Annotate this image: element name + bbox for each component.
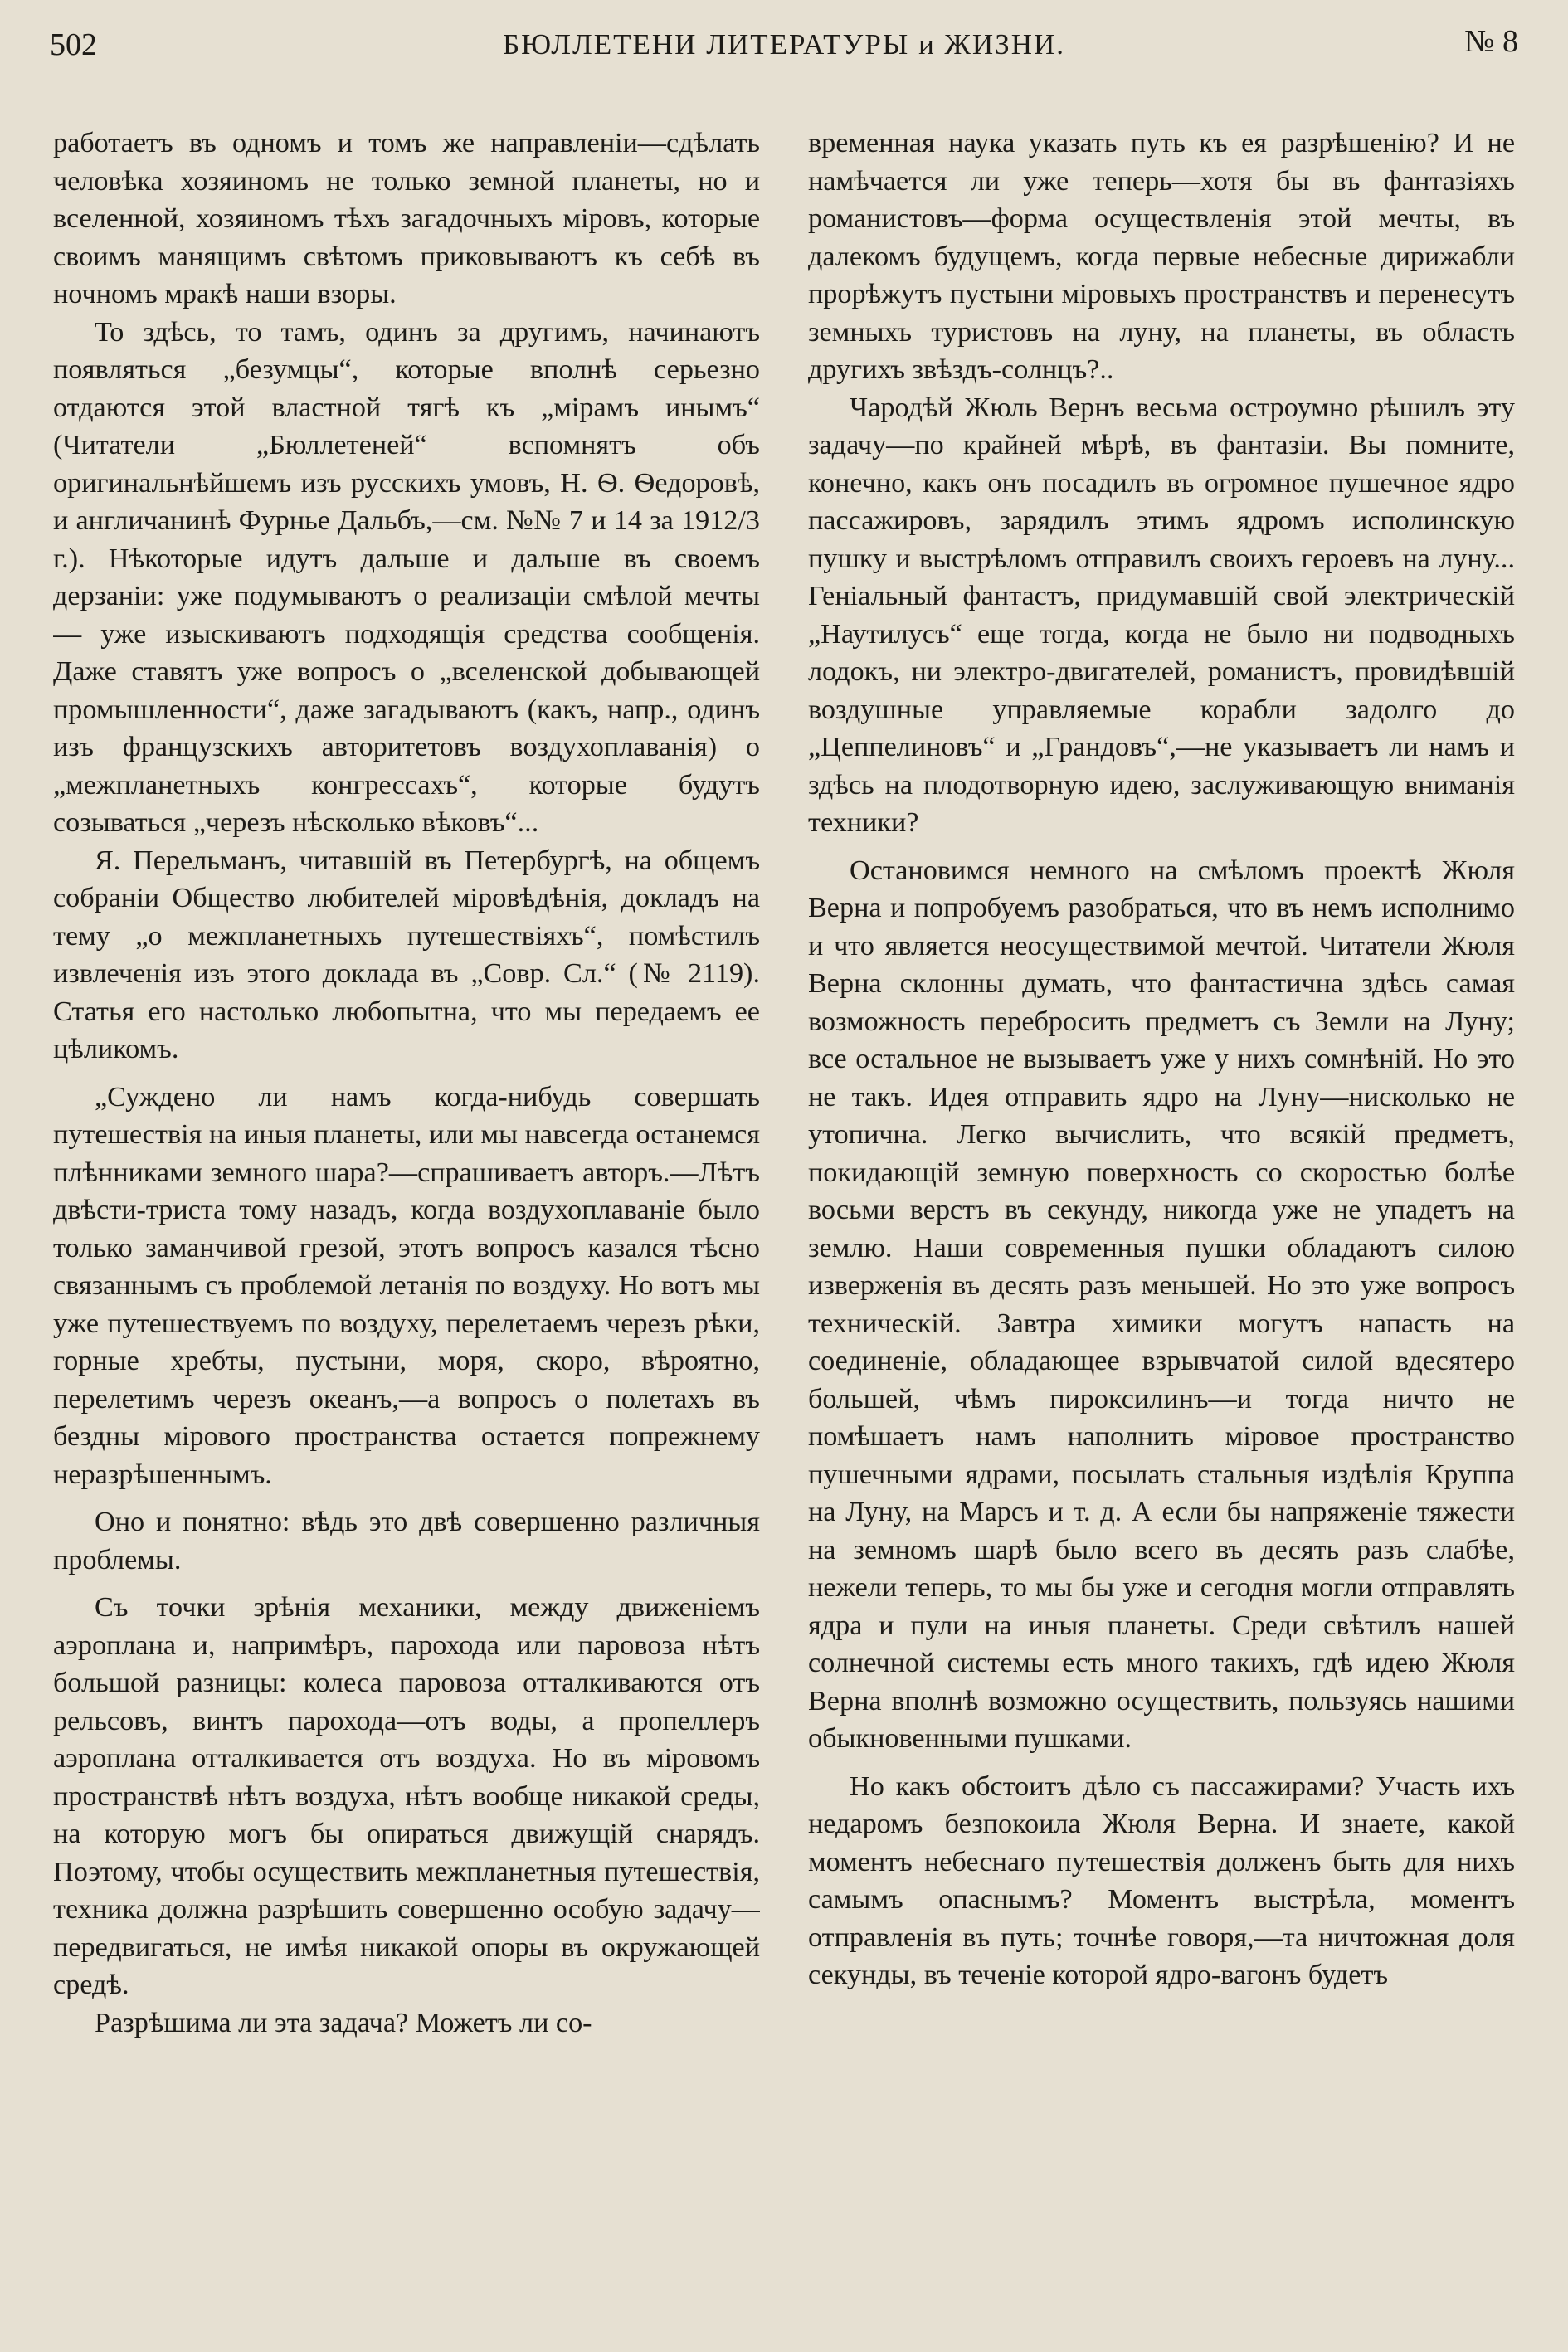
paragraph: Разрѣшима ли эта задача? Можетъ ли со- (95, 2007, 592, 2038)
right-column (808, 124, 1515, 2315)
text-columns (53, 124, 1515, 2315)
paragraph: Я. Перельманъ, читавшiй въ Петербургѣ, на общемъ собранiи Общество любителей мiровѣдѣнiя, докладъ на тему „о межпланетныхъ путешествiяхъ“, помѣстилъ извлеченiя изъ этого доклада въ „Совр. Сл.“ (№ 2119). Статья его настолько любопытна, что мы передаемъ ее цѣликомъ. (53, 845, 760, 1064)
running-title: БЮЛЛЕТЕНИ ЛИТЕРАТУРЫ и ЖИЗНИ. (502, 28, 1066, 61)
page-number: 502 (50, 27, 97, 62)
issue-number: № 8 (1464, 24, 1518, 59)
paragraph: То здѣсь, то тамъ, одинъ за другимъ, начинаютъ появляться „безумцы“, которые вполнѣ серьезно отдаются этой властной тягѣ къ „мiрамъ инымъ“ (Читатели „Бюллетеней“ вспомнятъ объ оригинальнѣйшемъ изъ русскихъ умовъ, Н. Ѳ. Ѳедоровѣ, и англичанинѣ Фурнье Дальбъ,—см. №№ 7 и 14 за 1912/3 г.). Нѣкоторые идутъ дальше и дальше въ своемъ дерзанiи: уже подумываютъ о реализацiи смѣлой мечты — уже изыскиваютъ подходящiя средства сообщенiя. Даже ставятъ уже вопросъ о „вселенской добывающей промышленности“, даже загадываютъ (какъ, напр., одинъ изъ французскихъ авторитетовъ воздухоплаванiя) о „межпланетныхъ конгрессахъ“, которые будутъ созываться „черезъ нѣсколько вѣковъ“... (53, 316, 760, 838)
paragraph: Чародѣй Жюль Вернъ весьма остроумно рѣшилъ эту задачу—по крайней мѣрѣ, въ фантазiи. Вы помните, конечно, какъ онъ посадилъ въ огромное пушечное ядро пассажировъ, зарядилъ этимъ ядромъ исполинскую пушку и выстрѣломъ отправилъ своихъ героевъ на луну... Генiальный фантастъ, придумавшiй свой электрическiй „Наутилусъ“ еще тогда, когда не было ни подводныхъ лодокъ, ни электро-двигателей, романистъ, провидѣвшiй воздушные управляемые корабли задолго до „Цеппелиновъ“ и „Грандовъ“,—не указываетъ ли намъ и здѣсь на плодотворную идею, заслуживающую вниманiя техники? (808, 392, 1515, 838)
paragraph: работаетъ въ одномъ и томъ же направленiи—сдѣлать человѣка хозяиномъ не только земной планеты, но и вселенной, хозяиномъ тѣхъ загадочныхъ мiровъ, которые своимъ манящимъ свѣтомъ приковываютъ къ себѣ въ ночномъ мракѣ наши взоры. (53, 128, 760, 309)
paragraph: временная наука указать путь къ ея разрѣшенiю? И не намѣчается ли уже теперь—хотя бы въ фантазiяхъ романистовъ—форма осуществленiя этой мечты, въ далекомъ будущемъ, когда первые небесные дирижабли прорѣжутъ пустыни мiровыхъ пространствъ и перенесутъ земныхъ туристовъ на луну, на планеты, въ область другихъ звѣздъ-солнцъ?.. (808, 128, 1515, 385)
paragraph: Но какъ обстоитъ дѣло съ пассажирами? Участь ихъ недаромъ безпокоила Жюля Верна. И знаете, какой моментъ небеснаго путешествiя долженъ быть для нихъ самымъ опаснымъ? Моментъ выстрѣла, моментъ отправленiя въ путь; точнѣе говоря,—та ничтожная доля секунды, въ теченiе которой ядро-вагонъ будетъ (808, 1770, 1515, 1990)
paragraph: Съ точки зрѣнiя механики, между движенiемъ аэроплана и, напримѣръ, парохода или паровоза нѣтъ большой разницы: колеса паровоза отталкиваются отъ рельсовъ, винтъ парохода—отъ воды, а пропеллеръ аэроплана отталкивается отъ воздуха. Но въ мiровомъ пространствѣ нѣтъ воздуха, нѣтъ вообще никакой среды, на которую могъ бы опираться движущiй снарядъ. Поэтому, чтобы осуществить межпланетныя путешествiя, техника должна разрѣшить совершенно особую задачу—передвигаться, не имѣя никакой опоры въ окружающей средѣ. (53, 1592, 760, 2000)
running-header (50, 18, 1518, 68)
paragraph: „Суждено ли намъ когда-нибудь совершать путешествiя на иныя планеты, или мы навсегда останемся плѣнниками земного шара?—спрашиваетъ авторъ.—Лѣтъ двѣсти-триста тому назадъ, когда воздухоплаванiе было только заманчивой грезой, этотъ вопросъ казался тѣсно связаннымъ съ проблемой летанiя по воздуху. Но вотъ мы уже путешествуемъ по воздуху, перелетаемъ черезъ рѣки, горные хребты, пустыни, моря, скоро, вѣроятно, перелетимъ черезъ океанъ,—а вопросъ о полетахъ въ бездны мiрового пространства остается попрежнему неразрѣшеннымъ. (53, 1081, 760, 1490)
paragraph: Остановимся немного на смѣломъ проектѣ Жюля Верна и попробуемъ разобраться, что въ немъ исполнимо и что является неосуществимой мечтой. Читатели Жюля Верна склонны думать, что фантастична здѣсь самая возможность перебросить предметъ съ Земли на Луну; все остальное не вызываетъ уже у нихъ сомнѣнiй. Но это не такъ. Идея отправить ядро на Луну—нисколько не утопична. Легко вычислить, что всякiй предметъ, покидающiй земную поверхность со скоростью болѣе восьми верстъ въ секунду, никогда уже не упадетъ на землю. Наши современныя пушки обладаютъ силою изверженiя въ десять разъ меньшей. Но это уже вопросъ техническiй. Завтра химики могутъ напасть на соединенiе, обладающее взрывчатой силой вдесятеро большей, чѣмъ пироксилинъ—и тогда ничто не помѣшаетъ намъ наполнить мiровое пространство пушечными ядрами, посылать стальныя издѣлiя Круппа на Луну, на Марсъ и т. д. А если бы напряженiе тяжести на земномъ шарѣ было всего въ десять разъ слабѣе, нежели теперь, то мы бы уже и сегодня могли отправлять ядра и пули на иныя планеты. Среди свѣтилъ нашей солнечной системы есть много такихъ, гдѣ идею Жюля Верна вполнѣ возможно осуществить, пользуясь нашими обыкновенными пушками. (808, 855, 1515, 1754)
paragraph: Оно и понятно: вѣдь это двѣ совершенно различныя проблемы. (53, 1507, 760, 1575)
left-column (53, 124, 760, 2315)
